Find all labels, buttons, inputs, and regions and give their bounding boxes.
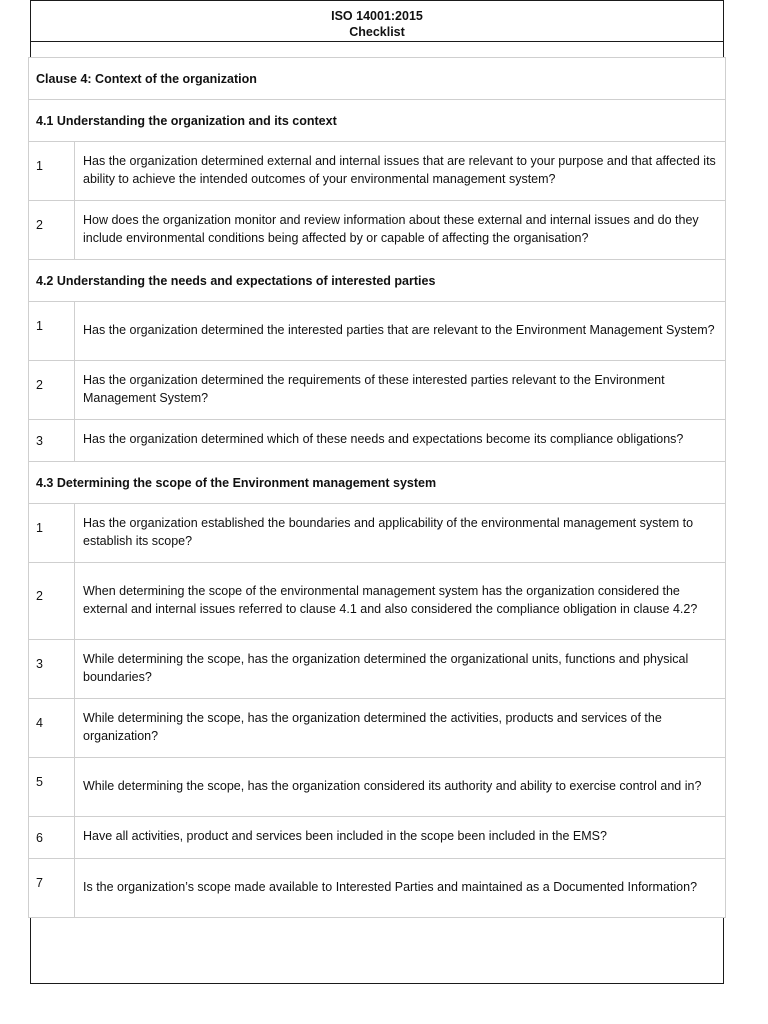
item-number: 3 xyxy=(36,433,43,448)
item-question: Has the organization determined the requirements of these interested parties relevant to the Environment Management System? xyxy=(74,361,725,419)
checklist-table xyxy=(28,58,726,918)
document-title: ISO 14001:2015 xyxy=(331,9,423,23)
table-row xyxy=(28,639,726,699)
item-number: 7 xyxy=(36,876,43,890)
item-question: When determining the scope of the environmental management system has the organization considered the external and internal issues referred to clause 4.1 and also considered the compliance obligation in clause 4.2? xyxy=(74,563,725,639)
item-question: Has the organization determined which of these needs and expectations become its compliance obligations? xyxy=(74,420,725,461)
item-number: 2 xyxy=(36,218,43,232)
item-number: 1 xyxy=(36,521,43,535)
item-question: Is the organization’s scope made available to Interested Parties and maintained as a Documented Information? xyxy=(74,859,725,917)
table-row xyxy=(28,141,726,201)
section-heading-row xyxy=(28,99,726,142)
table-row xyxy=(28,360,726,420)
item-question: While determining the scope, has the organization considered its authority and ability to exercise control and in? xyxy=(74,758,725,816)
clause-heading: Clause 4: Context of the organization xyxy=(36,71,257,86)
item-number: 5 xyxy=(36,775,43,789)
section-heading-row xyxy=(28,461,726,504)
item-number: 4 xyxy=(36,716,43,730)
item-question: Has the organization established the boundaries and applicability of the environmental management system to establish its scope? xyxy=(74,504,725,562)
item-number: 2 xyxy=(36,378,43,392)
document-header xyxy=(30,0,724,42)
table-row xyxy=(28,301,726,361)
table-row xyxy=(28,200,726,260)
item-number: 2 xyxy=(36,589,43,603)
clause-heading-row xyxy=(28,57,726,100)
item-number: 1 xyxy=(36,159,43,173)
section-heading-row xyxy=(28,259,726,302)
item-number: 1 xyxy=(36,319,43,333)
table-row xyxy=(28,562,726,640)
table-row xyxy=(28,419,726,462)
table-row xyxy=(28,698,726,758)
item-question: While determining the scope, has the organization determined the organizational units, functions and physical boundaries? xyxy=(74,640,725,698)
table-row xyxy=(28,503,726,563)
item-number: 6 xyxy=(36,830,43,845)
item-question: Have all activities, product and services been included in the scope been included in the EMS? xyxy=(74,817,725,858)
item-question: Has the organization determined external and internal issues that are relevant to your purpose and that affected its ability to achieve the intended outcomes of your environmental management system? xyxy=(74,142,725,200)
item-question: Has the organization determined the interested parties that are relevant to the Environment Management System? xyxy=(74,302,725,360)
item-question: While determining the scope, has the organization determined the activities, products and services of the organization? xyxy=(74,699,725,757)
section-heading: 4.3 Determining the scope of the Environment management system xyxy=(36,475,437,490)
item-number: 3 xyxy=(36,657,43,671)
table-row xyxy=(28,816,726,859)
table-row xyxy=(28,858,726,918)
section-heading: 4.1 Understanding the organization and its context xyxy=(36,113,337,128)
section-heading: 4.2 Understanding the needs and expectations of interested parties xyxy=(36,273,436,288)
item-question: How does the organization monitor and review information about these external and internal issues and do they include environmental conditions being affected by or capable of affecting the organisation? xyxy=(74,201,725,259)
table-row xyxy=(28,757,726,817)
document-subtitle: Checklist xyxy=(349,24,405,39)
